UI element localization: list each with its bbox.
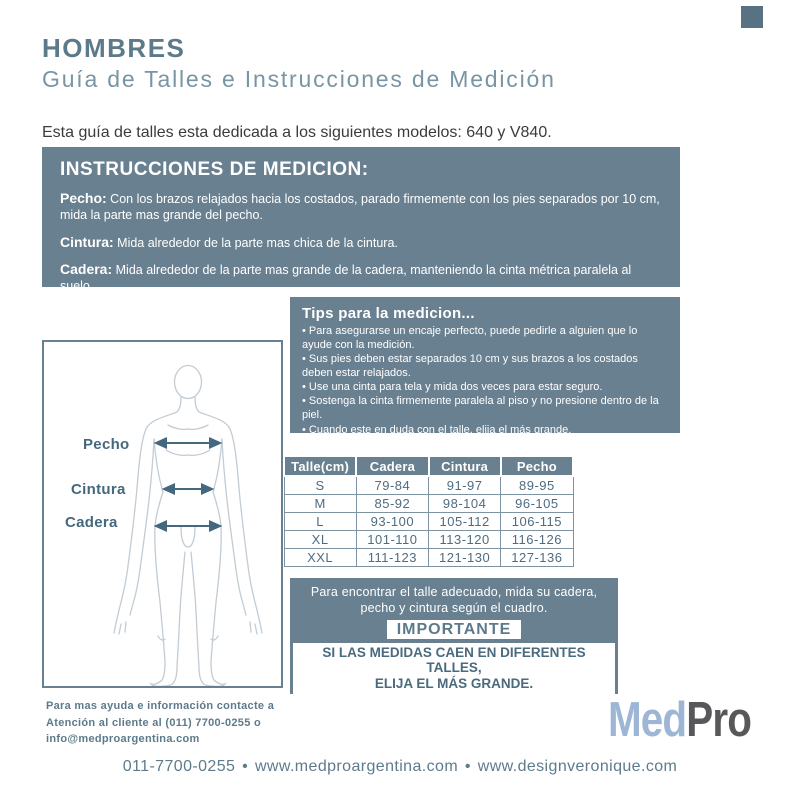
instruction-pecho-label: Pecho:	[60, 190, 107, 206]
value-cell: 89-95	[501, 476, 573, 495]
diagram-label-pecho: Pecho	[83, 436, 130, 453]
size-example: Ej: caderas M (92cm), cintura L (105cm). ELIJA L.	[300, 698, 608, 714]
size-cell: XXL	[284, 549, 356, 567]
tip-item: • Sostenga la cinta firmemente paralela al piso y no presione dentro de la piel.	[302, 394, 668, 422]
column-header-talle: Talle(cm)	[284, 456, 356, 476]
table-row	[284, 476, 573, 495]
table-row	[284, 549, 573, 567]
page-title: HOMBRES	[42, 33, 186, 63]
value-cell: 98-104	[429, 495, 501, 513]
value-cell: 101-110	[356, 531, 428, 549]
value-cell: 116-126	[501, 531, 573, 549]
value-cell: 113-120	[429, 531, 501, 549]
size-warning-line1: SI LAS MEDIDAS CAEN EN DIFERENTES TALLES,	[322, 644, 586, 676]
models-note: Esta guía de talles esta dedicada a los siguientes modelos: 640 y V840.	[42, 124, 552, 141]
medpro-logo	[608, 690, 751, 747]
value-cell: 105-112	[429, 513, 501, 531]
diagram-label-cintura: Cintura	[71, 481, 126, 498]
contact-line2: Atención al cliente al (011) 7700-0255 o	[46, 716, 261, 729]
value-cell: 93-100	[356, 513, 428, 531]
size-warning-line2: ELIJA EL MÁS GRANDE.	[374, 675, 534, 691]
instructions-heading: INSTRUCCIONES DE MEDICION:	[60, 159, 369, 180]
instruction-cintura-text: Mida alrededor de la parte mas chica de la cintura.	[117, 235, 398, 250]
table-row	[284, 513, 573, 531]
value-cell: 111-123	[356, 549, 428, 567]
column-header-cadera: Cadera	[356, 456, 428, 476]
value-cell: 96-105	[501, 495, 573, 513]
size-warning-band	[290, 643, 618, 695]
table-row	[284, 531, 573, 549]
value-cell: 85-92	[356, 495, 428, 513]
waist-measure-arrow	[164, 485, 212, 494]
measurement-instructions-panel	[42, 147, 680, 293]
instruction-cadera	[60, 260, 662, 295]
table-row	[284, 495, 573, 513]
header	[42, 33, 556, 93]
size-cell: M	[284, 495, 356, 513]
tip-item: • Use una cinta para tela y mida dos veces para estar seguro.	[302, 380, 668, 394]
corner-accent-square	[741, 6, 763, 28]
fit-note-panel	[290, 578, 618, 714]
chest-measure-arrow	[156, 439, 220, 448]
tips-heading: Tips para la medicion...	[302, 305, 475, 322]
logo-pro-part: Pro	[686, 691, 752, 747]
fit-note-intro: Para encontrar el talle adecuado, mida su cadera, pecho y cintura según el cuadro.	[310, 585, 598, 616]
instruction-pecho-text: Con los brazos relajados hacia los costados, parado firmemente con los pies separados por 10 cm, mida la parte mas grande del pecho.	[60, 192, 660, 223]
tip-item: • Sus pies deben estar separados 10 cm y sus brazos a los costados deben estar relajados.	[302, 352, 668, 380]
measuring-tips-panel	[290, 297, 680, 436]
body-measurement-diagram	[42, 340, 283, 688]
value-cell: 106-115	[501, 513, 573, 531]
size-cell: L	[284, 513, 356, 531]
tip-item: • Para asegurarse un encaje perfecto, puede pedirle a alguien que lo ayude con la medición.	[302, 324, 668, 352]
page-subtitle: Guía de Talles e Instrucciones de Medición	[42, 66, 556, 92]
footer-contact-links: 011-7700-0255 • www.medproargentina.com • www.designveronique.com	[122, 758, 678, 775]
size-cell: S	[284, 476, 356, 495]
important-badge-row	[290, 620, 618, 639]
size-cell: XL	[284, 531, 356, 549]
value-cell: 127-136	[501, 549, 573, 567]
logo-med-part: Med	[608, 691, 687, 747]
instruction-pecho	[60, 189, 662, 224]
size-chart-header-row	[284, 456, 573, 476]
hip-measure-arrow	[156, 522, 220, 531]
instruction-cadera-text: Mida alrededor de la parte mas grande de la cadera, manteniendo la cinta métrica paralela al suelo.	[60, 262, 632, 293]
diagram-label-cadera: Cadera	[65, 514, 118, 531]
instruction-cintura	[60, 233, 662, 251]
value-cell: 91-97	[429, 476, 501, 495]
contact-email: info@medproargentina.com	[46, 733, 200, 745]
instruction-cintura-label: Cintura:	[60, 233, 114, 250]
customer-service-contact	[46, 698, 274, 748]
tips-list	[302, 324, 668, 437]
important-badge: IMPORTANTE	[387, 620, 522, 639]
contact-line1: Para mas ayuda e información contacte a	[46, 700, 275, 712]
size-chart-table	[283, 455, 574, 567]
column-header-pecho: Pecho	[501, 456, 573, 476]
instruction-cadera-label: Cadera:	[60, 260, 113, 277]
tip-item: • Cuando este en duda con el talle, elija el más grande.	[302, 423, 668, 437]
column-header-cintura: Cintura	[429, 456, 501, 476]
value-cell: 121-130	[429, 549, 501, 567]
value-cell: 79-84	[356, 476, 428, 495]
